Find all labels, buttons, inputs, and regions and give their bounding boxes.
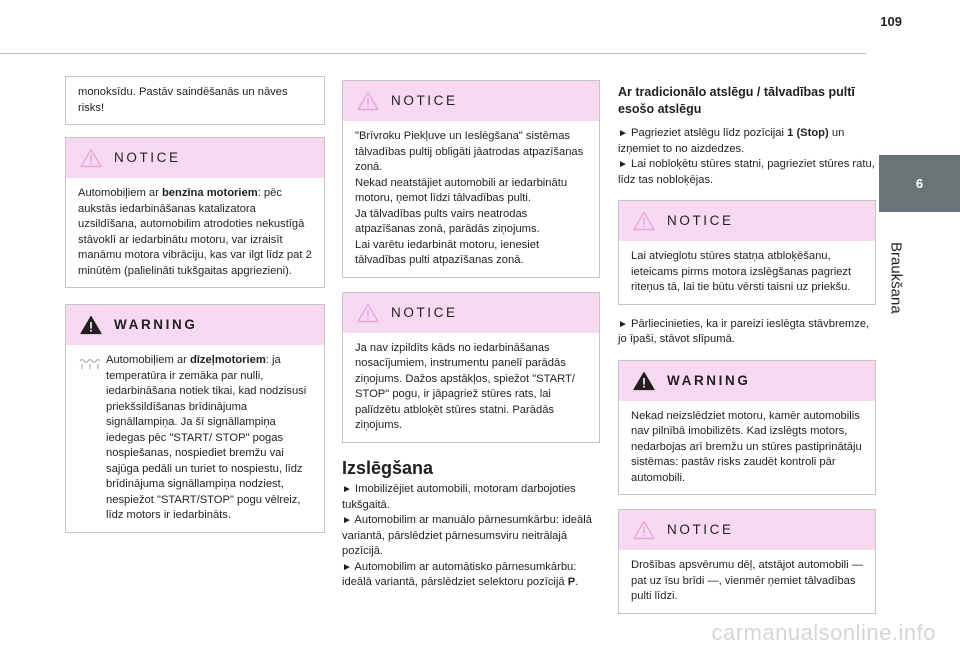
chapter-number: 6 bbox=[915, 176, 924, 191]
step-arrow-icon: ► bbox=[342, 561, 352, 573]
chapter-tab[interactable] bbox=[879, 155, 960, 212]
step-text-bold: P bbox=[567, 576, 576, 588]
notice-header bbox=[619, 510, 875, 550]
notice-box bbox=[618, 200, 876, 305]
notice-body bbox=[343, 333, 599, 442]
step-text-end: . bbox=[575, 576, 579, 588]
step-text-end: un izņemiet to no aizdedzes. bbox=[618, 127, 845, 155]
lamp-row bbox=[78, 353, 312, 524]
warning-header bbox=[66, 305, 324, 345]
warning-text-part: : ja temperatūra ir zemāka par nulli, iedarbināšana notiek tikai, kad nodzisusi priekšsildīšanas brīdinājuma signāllampiņa. Ja šī signāllampiņa iedegas pēc "START/ STOP" pogas nospiešanas, nospiediet bremžu vai sajūga pedāli un turiet to nospiestu, līdz brīdinājuma signāllampiņa nodziest, nespiežot "START/STOP" pogu vēlreiz, līdz motors ir iedarbināts. bbox=[106, 354, 307, 521]
warning-body bbox=[66, 345, 324, 532]
step-arrow-icon: ► bbox=[618, 318, 628, 330]
step-item bbox=[342, 513, 600, 560]
sub-title: Ar tradicionālo atslēgu / tālvadības pultī esošo atslēgu bbox=[618, 85, 855, 116]
intro-box bbox=[65, 76, 325, 125]
step-arrow-icon: ► bbox=[618, 128, 628, 139]
chapter-title-text: Braukšana bbox=[887, 242, 905, 314]
notice-label: NOTICE bbox=[391, 304, 458, 320]
step-text-bold: 1 (Stop) bbox=[787, 127, 829, 139]
step-text: Pagrieziet atslēgu līdz pozīcijai bbox=[631, 127, 788, 139]
step-text: Lai nobloķētu stūres statni, pagrieziet stūres ratu, līdz tas nobloķējas. bbox=[618, 158, 875, 186]
warning-label: WARNING bbox=[114, 317, 198, 333]
warning-text: Nekad neizslēdziet motoru, kamēr automobilis nav pilnībā imobilizēts. Kad izslēgts motors, nedarbojas arī bremžu un stūres pastiprinātāju sistēmas: pastāv risks zaudēt kontroli pār automobili. bbox=[631, 409, 862, 484]
step-item bbox=[618, 126, 876, 157]
watermark: carmanualsonline.info bbox=[711, 620, 936, 645]
notice-text: Drošības apsvērumu dēļ, atstājot automobili — pat uz īsu brīdi —, vienmēr ņemiet tālvadības pulti līdzi. bbox=[631, 559, 863, 602]
notice-triangle-icon bbox=[357, 303, 379, 323]
notice-triangle-icon bbox=[633, 520, 655, 540]
notice-label: NOTICE bbox=[114, 150, 181, 166]
step-text: Imobilizējiet automobili, motoram darbojoties tukšgaitā. bbox=[342, 483, 576, 511]
step-item bbox=[618, 317, 876, 348]
notice-header bbox=[343, 81, 599, 121]
notice-label: NOTICE bbox=[667, 213, 734, 229]
warning-box bbox=[65, 304, 325, 533]
step-list bbox=[618, 126, 876, 188]
step-list bbox=[342, 482, 600, 591]
chapter-title bbox=[879, 218, 913, 338]
page-number: 109 bbox=[880, 14, 902, 29]
warning-label: WARNING bbox=[667, 372, 751, 388]
notice-body bbox=[66, 178, 324, 287]
warning-triangle-icon bbox=[633, 371, 655, 391]
warning-text-start bbox=[106, 353, 312, 524]
warning-triangle-icon bbox=[80, 315, 102, 335]
notice-box bbox=[618, 509, 876, 614]
warning-box bbox=[618, 360, 876, 496]
step-arrow-icon: ► bbox=[618, 159, 628, 170]
warning-body bbox=[619, 401, 875, 495]
notice-text-part: Automobiļiem ar bbox=[78, 187, 162, 199]
notice-box bbox=[342, 80, 600, 278]
column-1 bbox=[65, 76, 325, 533]
step-text: Automobilim ar automātisko pārnesumkārbu: ideālā variantā, pārslēdziet selektoru pozīcijā bbox=[342, 560, 577, 588]
notice-header bbox=[343, 293, 599, 333]
step-item bbox=[618, 157, 876, 188]
notice-header bbox=[619, 201, 875, 241]
notice-triangle-icon bbox=[80, 148, 102, 168]
notice-header bbox=[66, 138, 324, 178]
step-text: Automobilim ar manuālo pārnesumkārbu: ideālā variantā, pārslēdziet pārnesumsviru neitrālajā pozīcijā. bbox=[342, 514, 592, 557]
section-title: Izslēgšana bbox=[342, 457, 434, 478]
notice-text: Lai atvieglotu stūres statņa atbloķēšanu, ieteicams pirms motora izslēgšanas pagriezt riteņus tā, lai tie būtu vērsti taisni uz priekšu. bbox=[631, 250, 852, 293]
notice-label: NOTICE bbox=[667, 522, 734, 538]
notice-text: Ja nav izpildīts kāds no iedarbināšanas nosacījumiem, instrumentu panelī parādās ziņojums. Dažos apstākļos, spiežot "START/ STOP" pogu, ir jāpagriež stūres rats, lai palīdzētu atbloķēt stūres statni. Parādās ziņojums. bbox=[355, 341, 575, 431]
notice-triangle-icon bbox=[357, 91, 379, 111]
step-arrow-icon: ► bbox=[342, 515, 352, 526]
notice-body bbox=[619, 241, 875, 304]
notice-text: "Brīvroku Piekļuve un Ieslēgšana" sistēmas tālvadības pultij obligāti jāatrodas atpazīšanas zonā. Nekad neatstājiet automobili ar iedarbinātu motoru, ņemot līdzi tālvadības pulti. Ja tālvadības pults vairs neatrodas atpazīšanas zonā, parādās ziņojums. Lai varētu iedarbināt motoru, ienesiet tālvadības pulti atpazīšanas zonā. bbox=[355, 130, 584, 266]
notice-triangle-icon bbox=[633, 211, 655, 231]
notice-body bbox=[343, 121, 599, 277]
warning-text-bold: dīzeļmotoriem bbox=[189, 354, 266, 366]
step-item bbox=[342, 482, 600, 513]
notice-text-bold: benzīna motoriem bbox=[161, 187, 258, 199]
notice-box bbox=[65, 137, 325, 288]
column-3 bbox=[618, 84, 876, 614]
step-text: Pārliecinieties, ka ir pareizi ieslēgta stāvbremze, jo īpaši, stāvot slīpumā. bbox=[618, 317, 870, 345]
intro-text: monoksīdu. Pastāv saindēšanās un nāves risks! bbox=[78, 86, 288, 114]
warning-header bbox=[619, 361, 875, 401]
step-arrow-icon: ► bbox=[342, 484, 352, 495]
step-item bbox=[342, 560, 600, 591]
preheating-lamp-icon bbox=[78, 353, 106, 524]
notice-label: NOTICE bbox=[391, 93, 458, 109]
notice-text bbox=[78, 186, 312, 279]
warning-text-part: Automobiļiem ar bbox=[106, 354, 190, 366]
top-rule bbox=[0, 53, 866, 54]
column-2 bbox=[342, 80, 600, 591]
notice-text-part: : pēc aukstās iedarbināšanas katalizatora uzsildīšana, automobilim atrodoties nekustīgā stāvoklī ar iedarbinātu motoru, var izraisīt manāmu motora vibrāciju, kas var ilgt līdz pat 2 minūtēm (palielināti tukšgaitas apgriezieni). bbox=[78, 187, 312, 277]
notice-box bbox=[342, 292, 600, 443]
notice-body bbox=[619, 550, 875, 613]
